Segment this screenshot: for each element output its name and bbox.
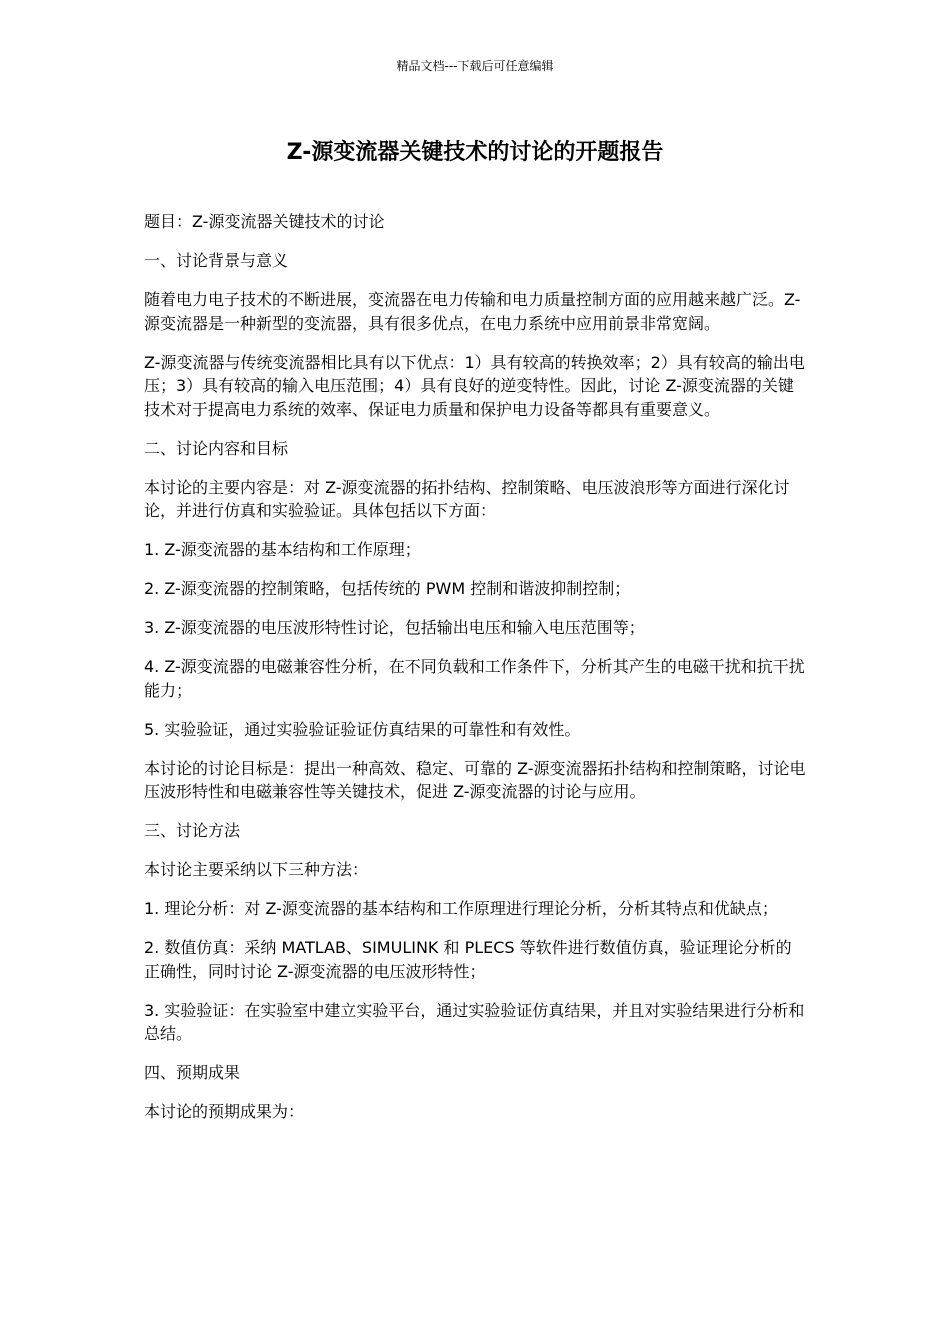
section-heading-content: 二、讨论内容和目标 bbox=[144, 438, 289, 458]
paragraph-topic: 题目：Z-源变流器关键技术的讨论 bbox=[144, 212, 385, 231]
list-item: 3. 实验验证：在实验室中建立实验平台，通过实验验证仿真结果，并且对实验结果进行分析和总结。 bbox=[144, 1000, 805, 1043]
section-heading-methods: 三、讨论方法 bbox=[144, 821, 241, 840]
paragraph: 本讨论的讨论目标是：提出一种高效、稳定、可靠的 Z-源变流器拓扑结构和控制策略，讨论电压波形特性和电磁兼容性等关键技术，促进 Z-源变流器的讨论与应用。 bbox=[144, 758, 806, 801]
paragraph: 随着电力电子技术的不断进展，变流器在电力传输和电力质量控制方面的应用越来越广泛。Z-源变流器是一种新型的变流器，具有很多优点，在电力系统中应用前景非常宽阔。 bbox=[144, 290, 801, 333]
list-item: 3. Z-源变流器的电压波形特性讨论，包括输出电压和输入电压范围等； bbox=[144, 618, 645, 637]
document-body bbox=[144, 210, 806, 1139]
paragraph: 本讨论的主要内容是：对 Z-源变流器的拓扑结构、控制策略、电压波浪形等方面进行深化讨论，并进行仿真和实验验证。具体包括以下方面： bbox=[144, 477, 790, 520]
paragraph: Z-源变流器与传统变流器相比具有以下优点：1）具有较高的转换效率；2）具有较高的输出电压；3）具有较高的输入电压范围；4）具有良好的逆变特性。因此，讨论 Z-源变流器的关键技术对于提高电力系统的效率、保证电力质量和保护电力设备等都具有重要意义。 bbox=[144, 352, 805, 419]
list-item: 2. Z-源变流器的控制策略，包括传统的 PWM 控制和谐波抑制控制； bbox=[144, 579, 631, 598]
list-item: 1. Z-源变流器的基本结构和工作原理； bbox=[144, 540, 421, 559]
section-heading-outcomes: 四、预期成果 bbox=[144, 1063, 241, 1082]
document-title: Z-源变流器关键技术的讨论的开题报告 bbox=[286, 140, 664, 165]
paragraph: 本讨论主要采纳以下三种方法： bbox=[144, 860, 369, 879]
list-item: 2. 数值仿真：采纳 MATLAB、SIMULINK 和 PLECS 等软件进行数值仿真，验证理论分析的正确性，同时讨论 Z-源变流器的电压波形特性； bbox=[144, 938, 792, 981]
list-item: 4. Z-源变流器的电磁兼容性分析，在不同负载和工作条件下，分析其产生的电磁干扰和抗干扰能力； bbox=[144, 657, 805, 700]
paragraph: 本讨论的预期成果为： bbox=[144, 1102, 305, 1121]
list-item: 1. 理论分析：对 Z-源变流器的基本结构和工作原理进行理论分析，分析其特点和优缺点； bbox=[144, 899, 778, 918]
page-header: 精品文档---下载后可任意编辑 bbox=[396, 59, 554, 73]
list-item: 5. 实验验证，通过实验验证验证仿真结果的可靠性和有效性。 bbox=[144, 719, 581, 739]
section-heading-background: 一、讨论背景与意义 bbox=[144, 251, 289, 270]
